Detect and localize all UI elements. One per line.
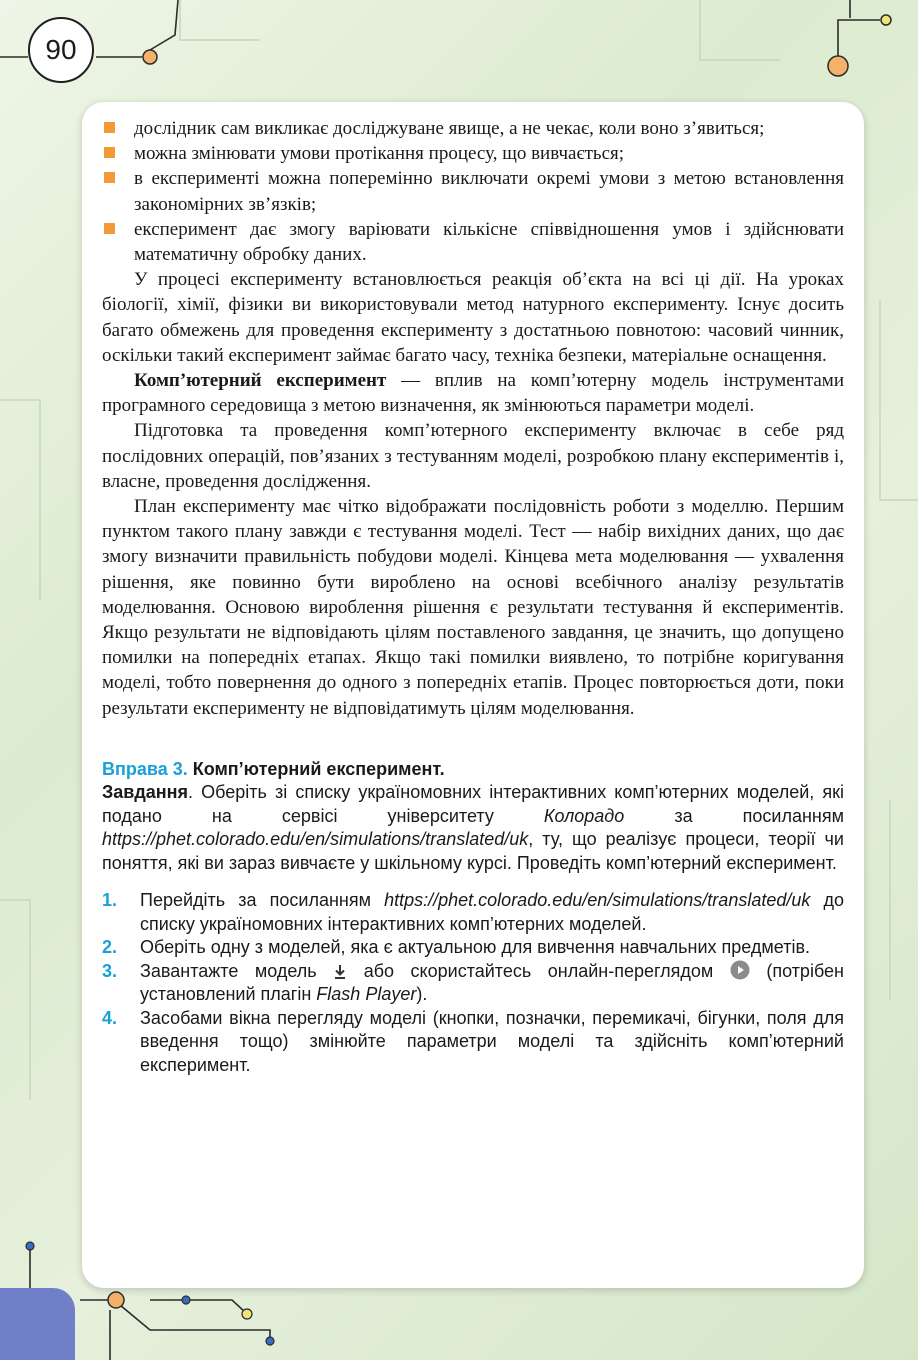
- exercise-task: [102, 781, 844, 875]
- page-number: 90: [28, 17, 94, 83]
- list-item-text: в експерименті можна поперемінно виключати окремі умови з метою встановлення закономірних зв’язків;: [134, 168, 844, 215]
- chapter-tab: [0, 1288, 75, 1360]
- paragraph-plan: План експерименту має чітко відображати послідовність роботи з моделлю. Першим пунктом такого плану завжди є тестування моделі. Тест — набір вихідних даних, що дає змогу визначити правильність побудови моделі. Кінцева мета моделювання — ухвалення рішення, яке повинно бути вироблено на основі всебічного аналізу результатів моделювання. Основою вироблення рішення є результати тестування й експериментів. Якщо результати не відповідають цілям поставленого завдання, це значить, що допущено помилки на попередніх етапах. Якщо такі помилки виявлено, то потрібне коригування моделі, тобто повернення до одного з попередніх етапів. Процес повторюється доти, поки результати експерименту не відповідатимуть цілям моделювання.: [102, 496, 844, 719]
- step-item: [102, 889, 844, 936]
- task-text: за посиланням: [624, 805, 844, 826]
- task-text: . Оберіть зі списку україномовних інтерактивних комп’ютерних моделей, які подано на сервісі університету: [102, 782, 844, 826]
- exercise-title: [102, 758, 844, 782]
- task-label: Завдання: [102, 782, 189, 803]
- step-text: Завантажте модель: [140, 960, 334, 981]
- colorado-text: Колорадо: [543, 805, 625, 826]
- download-icon[interactable]: [333, 964, 347, 980]
- list-item: [102, 166, 844, 216]
- step-number: 2.: [102, 937, 118, 958]
- exercise-name: Комп’ютерний експеримент.: [192, 758, 445, 779]
- paragraph-definition: [102, 368, 844, 418]
- task-url-link[interactable]: https://phet.colorado.edu/en/simulations/translated/uk: [102, 829, 529, 850]
- step-text: ).: [416, 984, 428, 1005]
- flash-player-text: Flash Player: [316, 984, 417, 1005]
- step-number: 1.: [102, 890, 118, 911]
- step-item: [102, 960, 844, 1007]
- list-item-text: можна змінювати умови протікання процесу, що вивчається;: [134, 143, 625, 165]
- bullet-square-icon: [104, 147, 115, 158]
- exercise-block: [102, 758, 844, 1078]
- step-item: [102, 936, 844, 960]
- step-text: до списку україномовних інтерактивних комп’ютерних моделей.: [140, 890, 845, 934]
- list-item: [102, 217, 844, 267]
- step-text: Засобами вікна перегляду моделі (кнопки, позначки, перемикачі, бігунки, поля для введення тощо) змінюйте параметри моделі та здійсніть комп’ютерний експеримент.: [140, 1007, 844, 1075]
- step-number: 4.: [102, 1007, 118, 1028]
- play-icon[interactable]: [730, 960, 750, 980]
- list-item: [102, 116, 844, 141]
- step-number: 3.: [102, 960, 118, 981]
- exercise-label: Вправа 3.: [102, 758, 188, 779]
- task-text: , ту, що реалізує процеси, теорії чи поняття, які ви зараз вивчаєте у шкільному курсі. Проведіть комп’ютерний експеримент.: [102, 829, 844, 873]
- bullet-square-icon: [104, 223, 115, 234]
- content-card: [82, 102, 864, 1288]
- term-computer-experiment: Комп’ютерний експеримент: [134, 370, 387, 392]
- step-text: або скористайтесь онлайн-переглядом: [347, 960, 730, 981]
- step-item: [102, 1007, 844, 1078]
- step-url-link[interactable]: https://phet.colorado.edu/en/simulations/translated/uk: [384, 890, 811, 911]
- bullet-square-icon: [104, 172, 115, 183]
- step-text: Перейдіть за посиланням: [140, 890, 385, 911]
- list-item-text: експеримент дає змогу варіювати кількісне співвідношення умов і здійснювати математичну обробку даних.: [134, 218, 844, 266]
- step-text: (потрібен установлений плагін: [140, 960, 844, 1005]
- list-item: [102, 141, 844, 166]
- bullet-square-icon: [104, 122, 115, 133]
- steps-list: [102, 889, 844, 1077]
- list-item-text: дослідник сам викликає досліджуване явище, а не чекає, коли воно з’явиться;: [134, 118, 765, 139]
- definition-text: — вплив на комп’ютерну модель інструментами програмного середовища з метою визначення, як змінюються параметри моделі.: [102, 370, 844, 417]
- step-text: Оберіть одну з моделей, яка є актуальною для вивчення навчальних предметів.: [140, 937, 811, 958]
- advantages-list: [102, 116, 844, 267]
- paragraph-reaction: У процесі експерименту встановлюється реакція об’єкта на всі ці дії. На уроках біології, хімії, фізики ви використовували метод натурного експерименту. Існує досить багато обмежень для проведення експерименту з достатньою повнотою: часовий чинник, оскільки такий експеримент займає багато часу, техніка безпеки, матеріальне оснащення.: [102, 269, 844, 366]
- paragraph-preparation: Підготовка та проведення комп’ютерного експерименту включає в себе ряд послідовних операцій, пов’язаних з тестуванням моделі, розробкою плану експериментів і, власне, проведення дослідження.: [102, 420, 844, 492]
